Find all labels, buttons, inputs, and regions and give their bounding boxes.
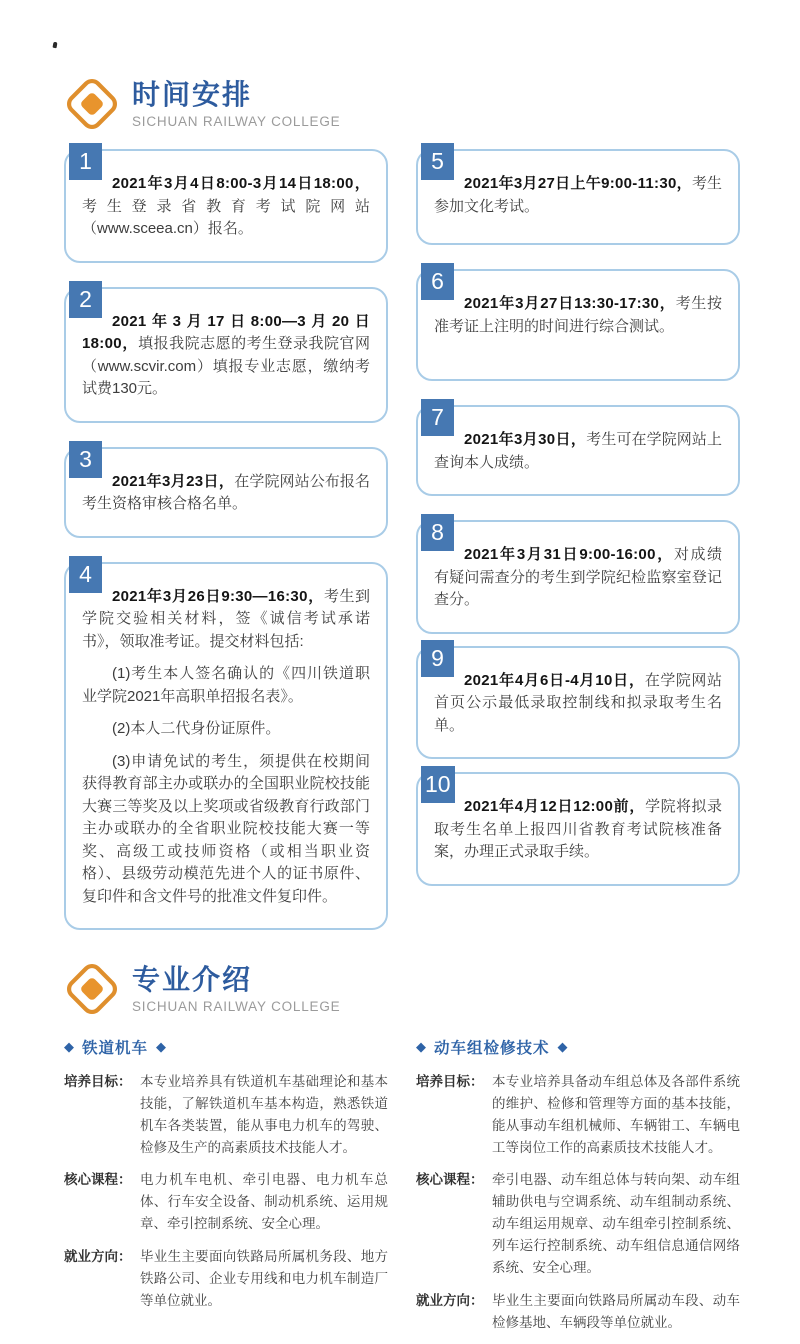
step-number-badge: 4: [69, 556, 102, 593]
event-paragraph: [82, 471, 370, 516]
event-date: 2021年3月27日13:30-17:30，: [464, 295, 676, 312]
event-text: 对成绩有疑问需查分的考生到学院纪检监察室登记查分。: [434, 546, 722, 608]
event-paragraph: [82, 173, 370, 241]
event-paragraph: [82, 311, 370, 401]
event-text: 在学院网站公布报名考生资格审核合格名单。: [82, 472, 370, 512]
section-subtitle: SICHUAN RAILWAY COLLEGE: [132, 999, 341, 1015]
event-text: 考生可在学院网站上查询本人成绩。: [434, 431, 722, 471]
event-text: (2)本人二代身份证原件。: [112, 720, 281, 737]
major-info-row: [416, 1169, 740, 1278]
major-row-label: 培养目标：: [64, 1074, 132, 1089]
event-date: 2021年4月6日-4月10日，: [464, 671, 645, 689]
major-name: 动车组检修技术: [434, 1040, 550, 1057]
step-number-badge: 7: [421, 399, 454, 436]
event-paragraph: [434, 293, 722, 338]
major-info-row: [64, 1246, 388, 1312]
schedule-step-box: [416, 520, 740, 634]
schedule-grid: [64, 149, 742, 930]
majors-grid: [64, 1036, 742, 1344]
major-info-row: [416, 1071, 740, 1158]
major-row-text: 电力机车电机、牵引电器、电力机车总体、行车安全设备、制动机系统、运用规章、牵引控制系统、安全心理。: [140, 1172, 388, 1232]
event-date: 2021年3月27日上午9:00-11:30，: [464, 175, 692, 192]
step-number-badge: 9: [421, 640, 454, 677]
college-diamond-logo-icon: [64, 958, 120, 1020]
major-info-row: [64, 1169, 388, 1235]
major-row-text: 毕业生主要面向铁路局所属动车段、动车检修基地、车辆段等单位就业。: [492, 1292, 740, 1330]
event-paragraph: [82, 586, 370, 654]
schedule-step-box: [64, 447, 388, 538]
major-column: [64, 1036, 388, 1344]
major-title: [64, 1036, 388, 1058]
college-diamond-logo-icon: [64, 73, 120, 135]
major-name: 铁道机车: [82, 1040, 149, 1057]
step-number-badge: 10: [421, 766, 455, 803]
section-header-schedule: [64, 0, 742, 135]
event-text: 学院将拟录取考生名单上报四川省教育考试院核准备案，办理正式录取手续。: [434, 798, 722, 860]
schedule-step-box: [64, 562, 388, 931]
section-header-majors: [64, 958, 742, 1020]
section-title: 时间安排: [132, 78, 253, 110]
event-text: 考生登录省教育考试院网站（www.sceea.cn）报名。: [82, 197, 370, 237]
major-row-text: 本专业培养具备动车组总体及各部件系统的维护、检修和管理等方面的基本技能，能从事动车组机械师、车辆钳工、车辆电工等岗位工作的高素质技术技能人才。: [492, 1074, 740, 1155]
section-subtitle: SICHUAN RAILWAY COLLEGE: [132, 114, 341, 130]
event-date: 2021年3月17日8:00—3月20日18:00，: [82, 312, 370, 352]
event-text: 考生到学院交验相关材料，签《诚信考试承诺书》，领取准考证。提交材料包括:: [82, 587, 370, 650]
major-column: [416, 1036, 740, 1344]
schedule-column-left: [64, 149, 388, 930]
event-paragraph: [434, 796, 722, 864]
event-paragraph: [82, 663, 370, 708]
diamond-bullet-icon: ◆: [64, 1039, 74, 1054]
diamond-bullet-icon: ◆: [156, 1039, 167, 1054]
event-paragraph: [434, 544, 722, 612]
step-number-badge: 1: [69, 143, 102, 180]
major-row-label: 核心课程：: [416, 1172, 484, 1188]
schedule-step-box: [416, 405, 740, 496]
schedule-step-box: [416, 149, 740, 245]
schedule-column-right: [416, 149, 740, 930]
major-row-label: 就业方向：: [416, 1292, 484, 1308]
step-number-badge: 8: [421, 514, 454, 551]
event-text: (3)申请免试的考生，须提供在校期间获得教育部主办或联办的全国职业院校技能大赛三等奖及以上奖项或省级教育行政部门主办或联办的全省职业院校技能大赛一等奖、高级工或技师资格（或相当职业资格）、县级劳动模范先进个人的证书原件、复印件和含文件号的批准文件复印件。: [82, 752, 370, 905]
event-text: (1)考生本人签名确认的《四川铁道职业学院2021年高职单招报名表》。: [82, 665, 370, 705]
event-date: 2021年3月31日9:00-16:00，: [464, 546, 675, 563]
major-row-label: 核心课程：: [64, 1172, 132, 1188]
event-paragraph: [82, 751, 370, 909]
major-title: [416, 1036, 740, 1058]
event-paragraph: [434, 670, 722, 738]
step-number-badge: 2: [69, 281, 102, 318]
major-info-row: [416, 1290, 740, 1334]
event-paragraph: [434, 429, 722, 474]
event-date: 2021年4月12日12:00前，: [464, 798, 646, 815]
section-title: 专业介绍: [132, 963, 253, 995]
schedule-step-box: [416, 646, 740, 760]
schedule-step-box: [64, 287, 388, 423]
event-date: 2021年3月30日，: [464, 431, 587, 448]
step-number-badge: 3: [69, 441, 102, 478]
event-text: 考生按准考证上注明的时间进行综合测试。: [434, 295, 722, 335]
event-paragraph: [434, 173, 722, 218]
schedule-step-box: [416, 269, 740, 381]
major-row-text: 牵引电器、动车组总体与转向架、动车组辅助供电与空调系统、动车组制动系统、动车组运用规章、动车组牵引控制系统、列车运行控制系统、动车组信息通信网络系统、安全心理。: [492, 1172, 740, 1275]
event-date: 2021年3月26日9:30—16:30，: [112, 587, 324, 605]
stray-ink-mark: [53, 42, 58, 49]
diamond-bullet-icon: ◆: [416, 1039, 426, 1054]
event-date: 2021年3月4日8:00-3月14日18:00，: [112, 175, 370, 192]
major-row-text: 本专业培养具有铁道机车基础理论和基本技能，了解铁道机车基本构造，熟悉铁道机车各类装置，能从事电力机车的驾驶、检修及生产的高素质技术技能人才。: [140, 1074, 388, 1155]
diamond-bullet-icon: ◆: [557, 1039, 568, 1054]
event-text: 填报我院志愿的考生登录我院官网（www.scvir.com）填报专业志愿，缴纳考试费130元。: [82, 335, 370, 397]
major-row-text: 毕业生主要面向铁路局所属机务段、地方铁路公司、企业专用线和电力机车制造厂等单位就业。: [140, 1249, 388, 1308]
event-text: 在学院网站首页公示最低录取控制线和拟录取考生名单。: [434, 671, 722, 734]
schedule-step-box: [416, 772, 740, 886]
schedule-step-box: [64, 149, 388, 263]
event-date: 2021年3月23日，: [112, 472, 235, 490]
event-text: 考生参加文化考试。: [434, 175, 722, 215]
major-row-label: 培养目标：: [416, 1074, 484, 1089]
step-number-badge: 6: [421, 263, 454, 300]
step-number-badge: 5: [421, 143, 454, 180]
major-row-label: 就业方向：: [64, 1249, 132, 1265]
major-info-row: [64, 1071, 388, 1158]
event-paragraph: [82, 718, 370, 741]
